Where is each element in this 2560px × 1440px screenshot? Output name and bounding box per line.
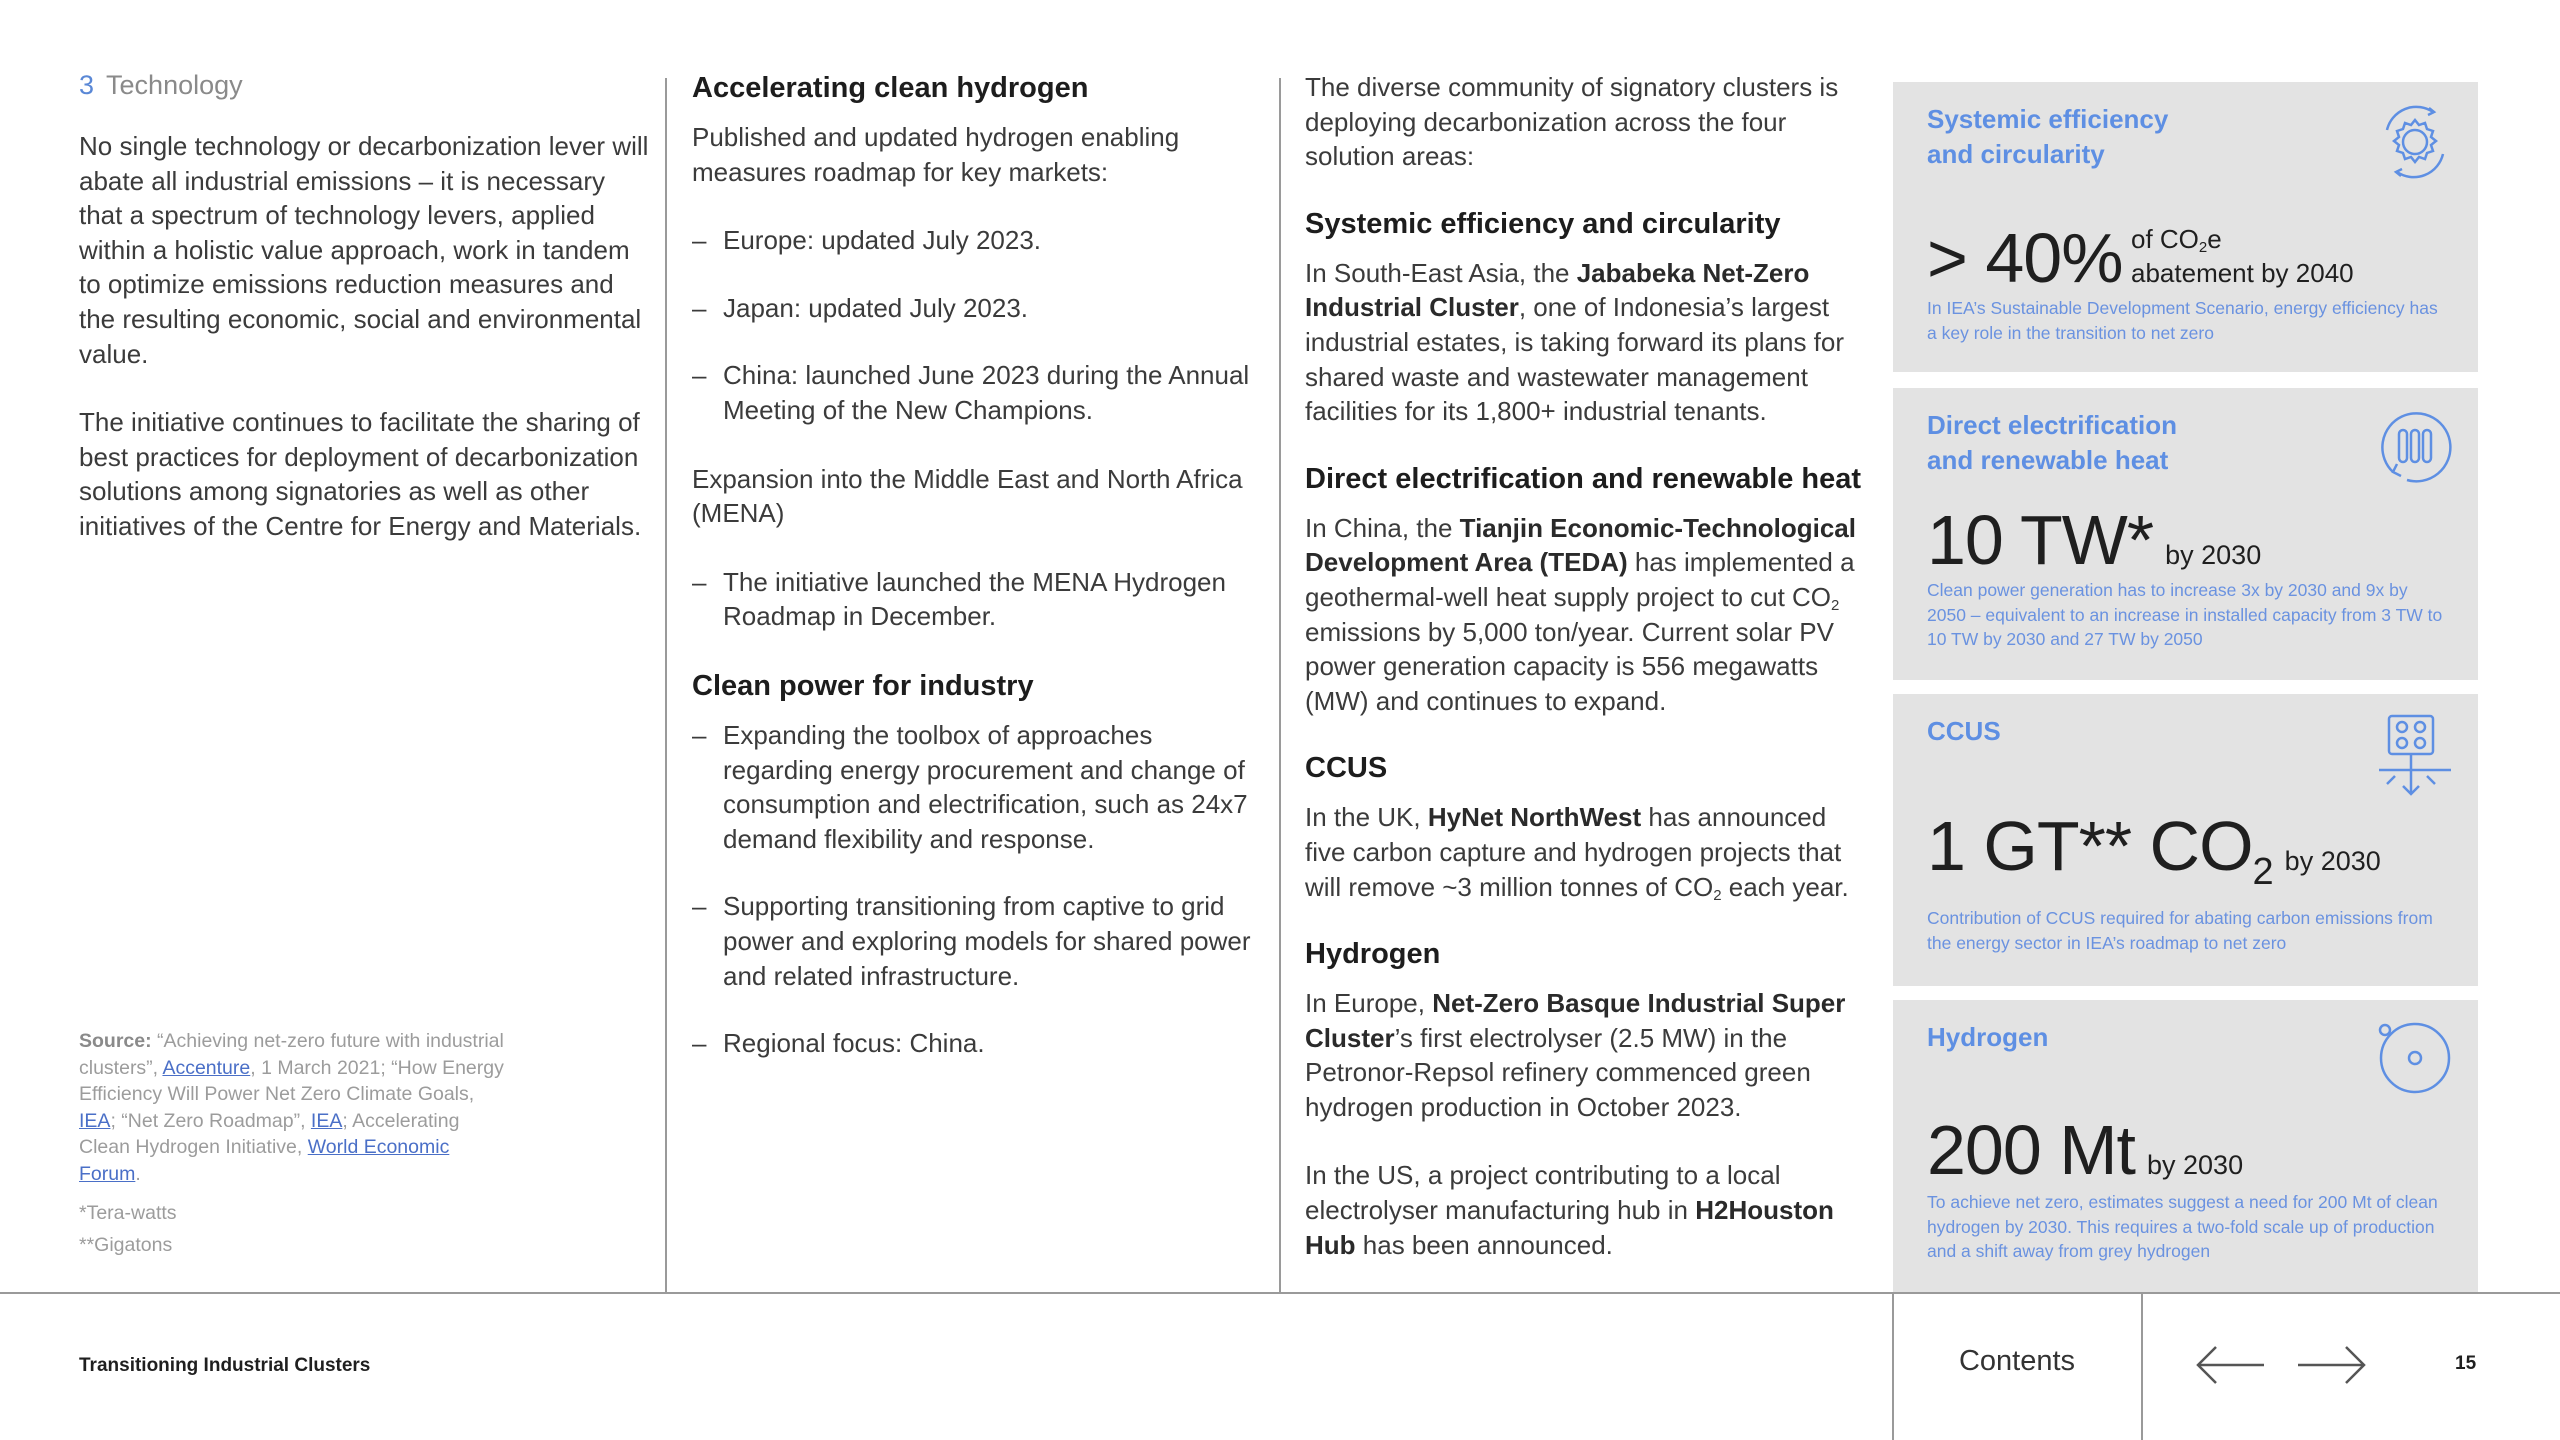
section-heading xyxy=(79,70,654,101)
hynet-paragraph: In the UK, HyNet NorthWest has announced five carbon capture and hydrogen projects that will remove ~3 million tonnes of $CO_2$ each year. xyxy=(1305,802,1849,904)
battery-cycle-icon xyxy=(2375,406,2455,486)
basque-paragraph: In Europe, Net-Zero Basque Industrial Super Cluster’s first electrolyser (2.5 MW) in the Petronor-Repsol refinery commenced green hydrogen production in October 2023. xyxy=(1305,988,1846,1122)
stat-note-electrification: Clean power generation has to increase 3x by 2030 and 9x by 2050 – equivalent to an increase in installed capacity from 3 TW to 10 TW by 2030 and 27 TW by 2050 xyxy=(1927,580,2443,649)
hydrogen-atom-icon xyxy=(2375,1018,2455,1098)
heading-ccus: CCUS xyxy=(1305,752,1388,785)
carbon-capture-icon xyxy=(2375,710,2455,800)
stat-note-efficiency: In IEA’s Sustainable Development Scenario, energy efficiency has a key role in the transition to net zero xyxy=(1927,298,2438,343)
intro-paragraph: No single technology or decarbonization lever will abate all industrial emissions – it is necessary that a spectrum of technology levers, applied within a holistic value approach, work in tandem to optimize emissions reduction measures and the resulting economic, social and environmental value. xyxy=(79,131,649,369)
solution-areas-column xyxy=(1305,70,1865,1262)
source-label: Source: xyxy=(79,1030,152,1052)
stat-unit-efficiency: of $CO_2e$ abatement by 2040 xyxy=(2131,224,2354,288)
list-item: – China: launched June 2023 during the Annual Meeting of the New Champions. xyxy=(692,360,1250,425)
card-title-line2: and renewable heat xyxy=(1927,445,2169,475)
stat-card-efficiency xyxy=(1893,82,2478,372)
stat-value-ccus: 1 GT** CO2 by 2030 xyxy=(1927,807,2381,893)
hydrogen-power-column xyxy=(692,70,1264,1061)
stat-note-ccus: Contribution of CCUS required for abating carbon emissions from the energy sector in IEA’s roadmap to net zero xyxy=(1927,908,2433,953)
card-title-line2: and circularity xyxy=(1927,139,2105,169)
column-divider-1 xyxy=(665,78,667,1294)
stat-card-electrification xyxy=(1893,388,2478,680)
footer-rule xyxy=(0,1292,2560,1294)
terawatts-note: *Tera-watts xyxy=(79,1201,177,1224)
footer-divider-2 xyxy=(2141,1292,2143,1440)
solution-areas-intro: The diverse community of signatory clusters is deploying decarbonization across the four solution areas: xyxy=(1305,72,1839,172)
heading-hydrogen: Hydrogen xyxy=(1305,938,1441,971)
intro-column xyxy=(79,70,654,544)
previous-page-arrow-icon[interactable] xyxy=(2190,1335,2270,1395)
list-item: – Supporting transitioning from captive to grid power and exploring models for shared power and related infrastructure. xyxy=(692,891,1251,991)
hydrogen-intro: Published and updated hydrogen enabling measures roadmap for key markets: xyxy=(692,122,1180,187)
list-item: – Japan: updated July 2023. xyxy=(692,292,1029,323)
list-item: – Expanding the toolbox of approaches regarding energy procurement and change of consumption and electrification, such as 24x7 demand flexibility and response. xyxy=(692,719,1248,854)
heading-clean-power: Clean power for industry xyxy=(692,669,1034,702)
page-number: 15 xyxy=(2455,1353,2477,1374)
list-item: – Europe: updated July 2023. xyxy=(692,225,1042,256)
card-title-line1: Systemic efficiency xyxy=(1927,104,2169,134)
mena-expansion: Expansion into the Middle East and North Africa (MENA) xyxy=(692,463,1243,529)
heading-direct-electrification: Direct electrification and renewable heat xyxy=(1305,462,1862,495)
stat-note-hydrogen: To achieve net zero, estimates suggest a need for 200 Mt of clean hydrogen by 2030. This requires a two-fold scale up of production and a shift away from grey hydrogen xyxy=(1927,1192,2438,1261)
next-page-arrow-icon[interactable] xyxy=(2292,1335,2372,1395)
houston-paragraph: In the US, a project contributing to a local electrolyser manufacturing hub in H2Houston Hub has been announced. xyxy=(1305,1160,1834,1260)
source-note: Source: “Achieving net-zero future with industrial clusters”, Accenture, 1 March 2021; “How Energy Efficiency Will Power Net Zero Climate Goals, IEA; “Net Zero Roadmap”, IEA; Accelerating Clean Hydrogen Initiative, World Economic Forum. *Tera-watts **Gigatons xyxy=(79,1028,509,1258)
stat-value-efficiency: > 40% xyxy=(1927,219,2123,297)
footer-document-title: Transitioning Industrial Clusters xyxy=(79,1355,371,1376)
stat-card-hydrogen xyxy=(1893,1000,2478,1292)
card-title: CCUS xyxy=(1927,716,2001,746)
heading-systemic-efficiency: Systemic efficiency and circularity xyxy=(1305,207,1781,240)
accenture-link[interactable]: Accenture xyxy=(162,1056,251,1079)
recycle-gear-icon xyxy=(2373,100,2457,184)
contents-link[interactable]: Contents xyxy=(1958,1345,2076,1377)
section-number: 3 xyxy=(79,70,95,100)
iea-link-2[interactable]: IEA xyxy=(310,1109,343,1132)
list-item: – Regional focus: China. xyxy=(692,1028,985,1059)
stat-value-electrification: 10 TW* by 2030 xyxy=(1927,501,2262,579)
gigatons-note: **Gigatons xyxy=(79,1233,173,1256)
iea-link-1[interactable]: IEA xyxy=(79,1109,111,1132)
card-title-line1: Direct electrification xyxy=(1927,410,2177,440)
stat-card-ccus xyxy=(1893,694,2478,986)
card-title: Hydrogen xyxy=(1927,1022,2049,1052)
teda-paragraph: In China, the Tianjin Economic-Technological Development Area (TEDA) has implemented a geothermal-well heat supply project to cut $CO_2$ emissions by 5,000 ton/year. Current solar PV power generation capacity is 556 megawatts (MW) and continues to expand. xyxy=(1305,512,1856,716)
column-divider-2 xyxy=(1279,78,1281,1294)
list-item: – The initiative launched the MENA Hydrogen Roadmap in December. xyxy=(692,566,1226,632)
wef-link[interactable]: World Economic Forum xyxy=(79,1136,450,1185)
initiative-paragraph: The initiative continues to facilitate the sharing of best practices for deployment of decarbonization solutions among signatories as well as other initiatives of the Centre for Energy and Materials. xyxy=(79,407,642,541)
jababeka-paragraph: In South-East Asia, the Jababeka Net-Zero Industrial Cluster, one of Indonesia’s largest industrial estates, is taking forward its plans for shared waste and wastewater management facilities for its 1,800+ industrial tenants. xyxy=(1305,257,1845,427)
section-title: Technology xyxy=(106,70,243,100)
heading-accelerating-hydrogen: Accelerating clean hydrogen xyxy=(692,72,1089,104)
stat-value-hydrogen: 200 Mt by 2030 xyxy=(1927,1111,2244,1189)
